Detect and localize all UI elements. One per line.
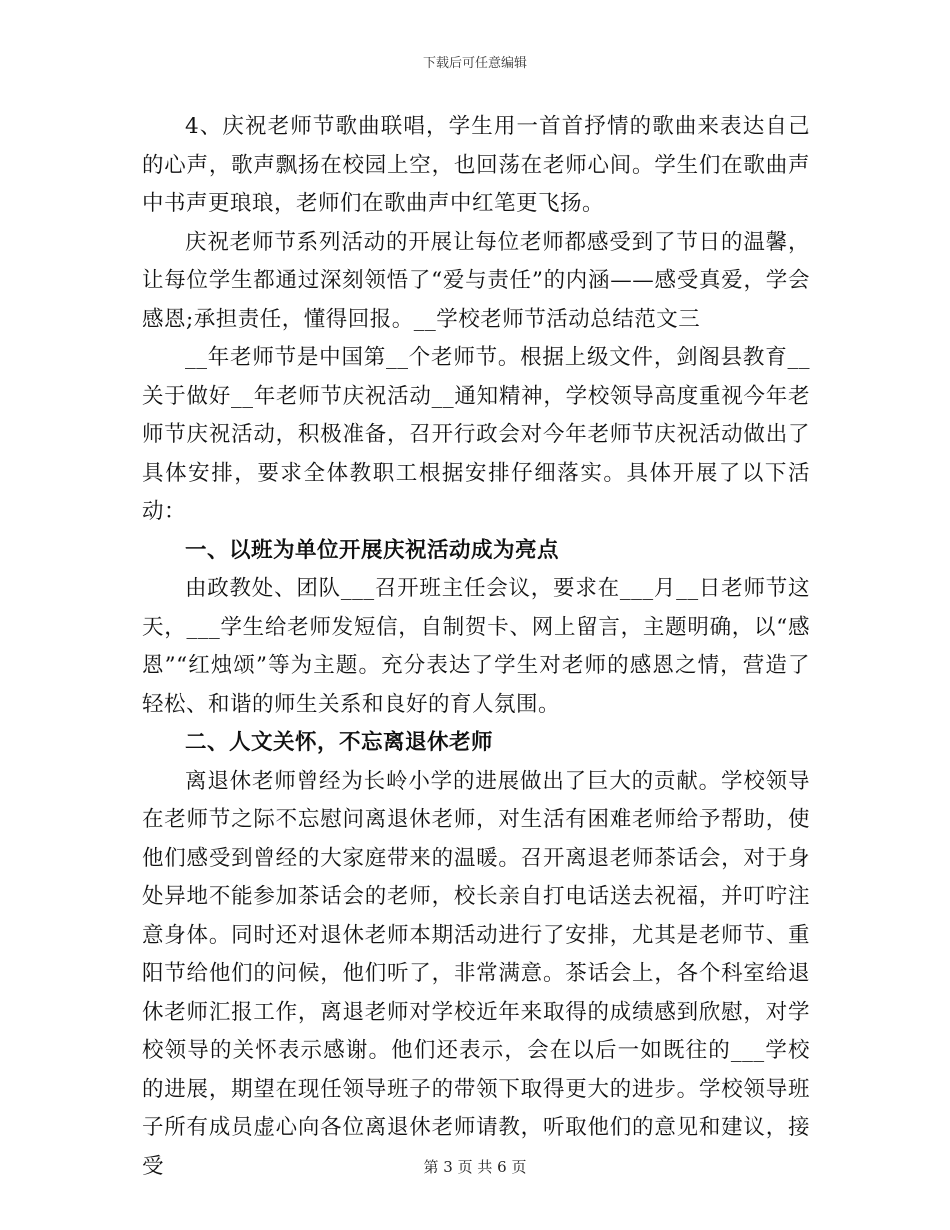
paragraph-song-medley: 4、庆祝老师节歌曲联唱，学生用一首首抒情的歌曲来表达自己的心声，歌声飘扬在校园上空，也回荡在老师心间。学生们在歌曲声中书声更琅琅，老师们在歌曲声中红笔更飞扬。 (142, 114, 810, 216)
page-header: 下载后可任意编辑 (422, 56, 527, 71)
page-number: 第 3 页 共 6 页 (423, 1158, 527, 1176)
paragraph-class-activities: 由政教处、团队___召开班主任会议，要求在___月__日老师节这天，___学生给老师发短信，自制贺卡、网上留言，主题明确，以“感恩”“红烛颂”等为主题。充分表达了学生对老师的感恩之情，营造了轻松、和谐的师生关系和良好的育人氛围。 (142, 576, 810, 717)
paragraph-retired-teachers: 离退休老师曾经为长岭小学的进展做出了巨大的贡献。学校领导在老师节之际不忘慰问离退休老师，对生活有困难老师给予帮助，使他们感受到曾经的大家庭带来的温暖。召开离退老师茶话会，对于身处异地不能参加茶话会的老师，校长亲自打电话送去祝福，并叮咛注意身体。同时还对退休老师本期活动进行了安排，尤其是老师节、重阳节给他们的问候，他们听了，非常满意。茶话会上，各个科室给退休老师汇报工作，离退老师对学校近年来取得的成绩感到欣慰，对学校领导的关怀表示感谢。他们还表示，会在以后一如既往的___学校的进展，期望在现任领导班子的带领下取得更大的进步。学校领导班子所有成员虚心向各位离退休老师请教，听取他们的意见和建议，接受 (142, 768, 810, 1179)
document-body (142, 108, 810, 1186)
section-heading-class-activities: 一、以班为单位开展庆祝活动成为亮点 (185, 537, 560, 563)
paragraph-teachers-day-intro: __年老师节是中国第__个老师节。根据上级文件，剑阁县教育__关于做好__年老师节庆祝活动__通知精神，学校领导高度重视今年老师节庆祝活动，积极准备，召开行政会对今年老师节庆祝活动做出了具体安排，要求全体教职工根据安排仔细落实。具体开展了以下活动： (142, 345, 810, 524)
section-heading-retired-teachers: 二、人文关怀，不忘离退休老师 (185, 730, 494, 755)
paragraph-activities-summary: 庆祝老师节系列活动的开展让每位老师都感受到了节日的温馨，让每位学生都通过深刻领悟了“爱与责任”的内涵——感受真爱，学会感恩;承担责任，懂得回报。__学校老师节活动总结范文三 (142, 229, 810, 332)
